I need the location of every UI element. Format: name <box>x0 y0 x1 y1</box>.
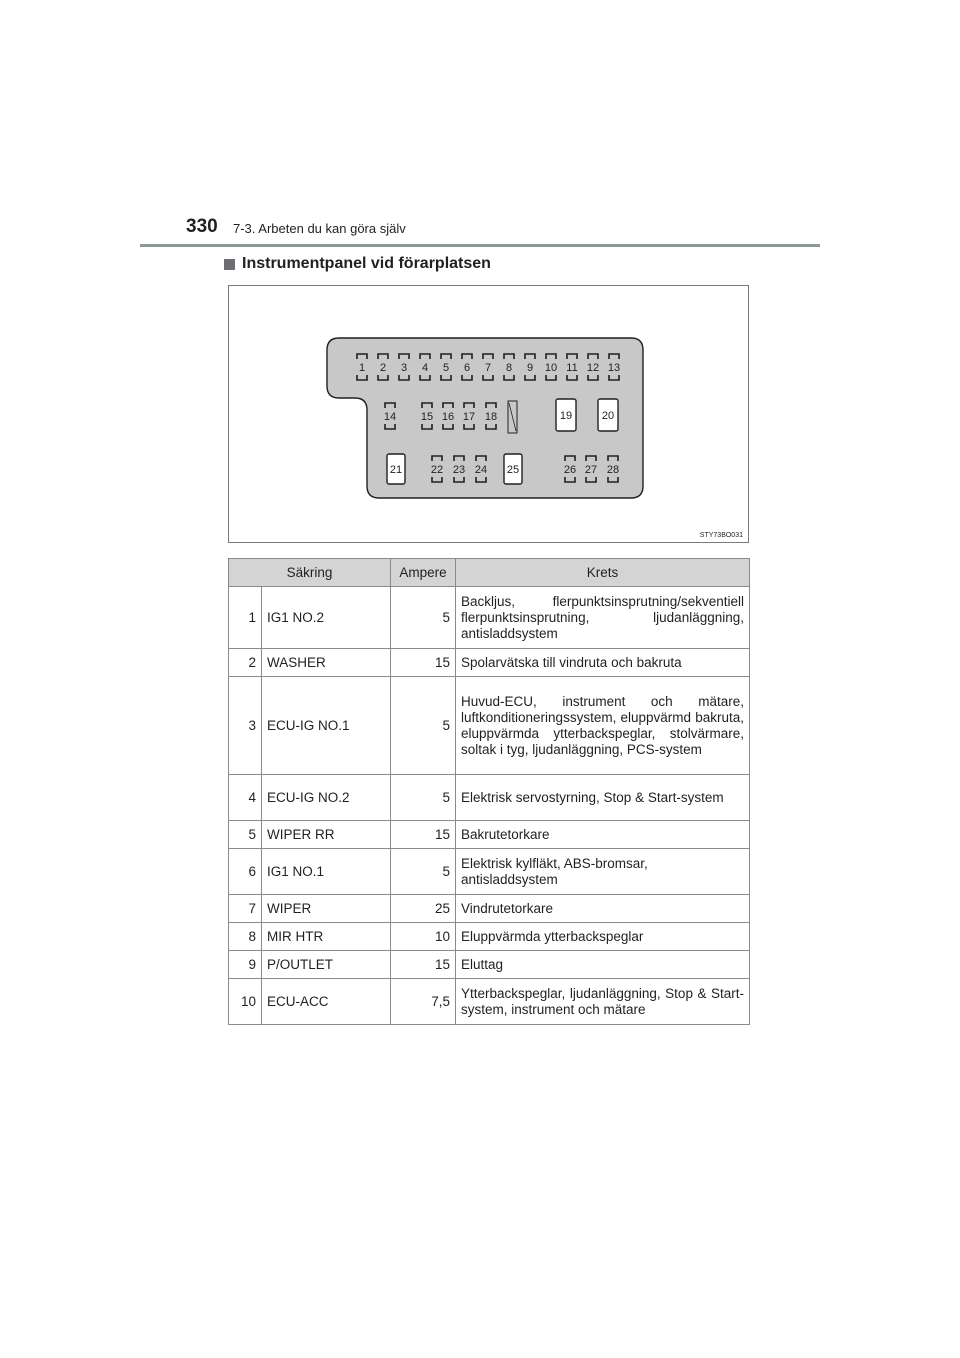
fuse-label: 22 <box>430 464 444 476</box>
fuse-ampere: 15 <box>391 821 456 849</box>
fuse-name: IG1 NO.1 <box>262 849 391 895</box>
fuse-label: 24 <box>474 464 488 476</box>
fuse-name: MIR HTR <box>262 923 391 951</box>
fuse-number: 2 <box>229 649 262 677</box>
fuse-name: IG1 NO.2 <box>262 587 391 649</box>
table-row <box>229 649 750 677</box>
fuse-label: 10 <box>544 362 558 374</box>
table-row <box>229 821 750 849</box>
fuse-label: 20 <box>601 410 615 422</box>
fuse-number: 8 <box>229 923 262 951</box>
section-title: Instrumentpanel vid förarplatsen <box>242 255 491 272</box>
fuse-circuit: Eluttag <box>456 951 750 979</box>
fuse-ampere: 5 <box>391 849 456 895</box>
fuse-slot-21 <box>387 454 405 484</box>
fuse-ampere: 25 <box>391 895 456 923</box>
fuse-label: 19 <box>559 410 573 422</box>
fuse-ampere: 5 <box>391 775 456 821</box>
fuse-circuit: Spolarvätska till vindruta och bakruta <box>456 649 750 677</box>
fuse-number: 3 <box>229 677 262 775</box>
fuse-ampere: 5 <box>391 587 456 649</box>
table-row <box>229 951 750 979</box>
fuse-slot-19 <box>556 399 576 431</box>
fuse-name: ECU-IG NO.1 <box>262 677 391 775</box>
fuse-label: 13 <box>607 362 621 374</box>
fuse-name: P/OUTLET <box>262 951 391 979</box>
fuse-label: 7 <box>484 362 492 374</box>
fuse-ampere: 7,5 <box>391 979 456 1025</box>
section-heading <box>224 255 491 273</box>
table-row <box>229 677 750 775</box>
fuse-label: 18 <box>484 411 498 423</box>
table-header-row <box>229 559 750 587</box>
fuse-label: 27 <box>584 464 598 476</box>
table-row <box>229 775 750 821</box>
table-row <box>229 849 750 895</box>
fuse-label: 28 <box>606 464 620 476</box>
fuse-name: ECU-IG NO.2 <box>262 775 391 821</box>
fuse-box-diagram <box>229 286 750 544</box>
fuse-label: 3 <box>400 362 408 374</box>
fuse-name: WIPER <box>262 895 391 923</box>
header-ampere: Ampere <box>391 559 456 587</box>
page-number: 330 <box>186 216 218 237</box>
fuse-number: 9 <box>229 951 262 979</box>
fuse-label: 6 <box>463 362 471 374</box>
fuse-ampere: 15 <box>391 951 456 979</box>
header-fuse: Säkring <box>229 559 391 587</box>
fuse-circuit: Huvud-ECU, instrument och mätare, luftkonditioneringssystem, eluppvärmd bakruta, eluppvärmda ytterbackspeglar, stolvärmare, soltak i tyg, ljudanläggning, PCS-system <box>456 677 750 775</box>
fuse-label: 21 <box>389 464 403 476</box>
fuse-label: 23 <box>452 464 466 476</box>
fuse-box-figure <box>228 285 749 543</box>
fuse-label: 11 <box>566 362 578 374</box>
fuse-label: 5 <box>442 362 450 374</box>
fuse-name: WASHER <box>262 649 391 677</box>
fuse-label: 26 <box>563 464 577 476</box>
fuse-label: 16 <box>441 411 455 423</box>
table-row <box>229 587 750 649</box>
fuse-label: 14 <box>383 411 397 423</box>
fuse-label: 12 <box>586 362 600 374</box>
fuse-circuit: Bakrutetorkare <box>456 821 750 849</box>
fuse-circuit: Eluppvärmda ytterbackspeglar <box>456 923 750 951</box>
fuse-number: 6 <box>229 849 262 895</box>
header-circuit: Krets <box>456 559 750 587</box>
figure-code: STY73BO031 <box>699 532 743 539</box>
fuse-table <box>228 558 750 1025</box>
table-row <box>229 895 750 923</box>
fuse-number: 1 <box>229 587 262 649</box>
fuse-circuit: Elektrisk servostyrning, Stop & Start-system <box>456 775 750 821</box>
fuse-circuit: Elektrisk kylfläkt, ABS-bromsar, antisladdsystem <box>456 849 750 895</box>
fuse-label: 8 <box>505 362 513 374</box>
header-rule <box>140 244 820 247</box>
fuse-slot-20 <box>598 399 618 431</box>
fuse-label: 1 <box>358 362 366 374</box>
fuse-label: 17 <box>462 411 476 423</box>
fuse-number: 7 <box>229 895 262 923</box>
fuse-number: 5 <box>229 821 262 849</box>
fuse-ampere: 15 <box>391 649 456 677</box>
fuse-number: 10 <box>229 979 262 1025</box>
fuse-name: ECU-ACC <box>262 979 391 1025</box>
fuse-circuit: Backljus, flerpunktsinsprutning/sekventiell flerpunktsinsprutning, ljudanläggning, antisladdsystem <box>456 587 750 649</box>
fuse-name: WIPER RR <box>262 821 391 849</box>
fuse-label: 4 <box>421 362 429 374</box>
fuse-circuit: Vindrutetorkare <box>456 895 750 923</box>
chapter-title: 7-3. Arbeten du kan göra själv <box>233 221 406 236</box>
fuse-label: 2 <box>379 362 387 374</box>
fuse-circuit: Ytterbackspeglar, ljudanläggning, Stop & Start-system, instrument och mätare <box>456 979 750 1025</box>
fuse-label: 9 <box>526 362 534 374</box>
fuse-slot-25 <box>504 454 522 484</box>
bullet-square-icon <box>224 259 235 270</box>
fuse-label: 25 <box>506 464 520 476</box>
fuse-number: 4 <box>229 775 262 821</box>
table-row <box>229 979 750 1025</box>
table-row <box>229 923 750 951</box>
fuse-ampere: 5 <box>391 677 456 775</box>
fuse-label: 15 <box>420 411 434 423</box>
fuse-ampere: 10 <box>391 923 456 951</box>
